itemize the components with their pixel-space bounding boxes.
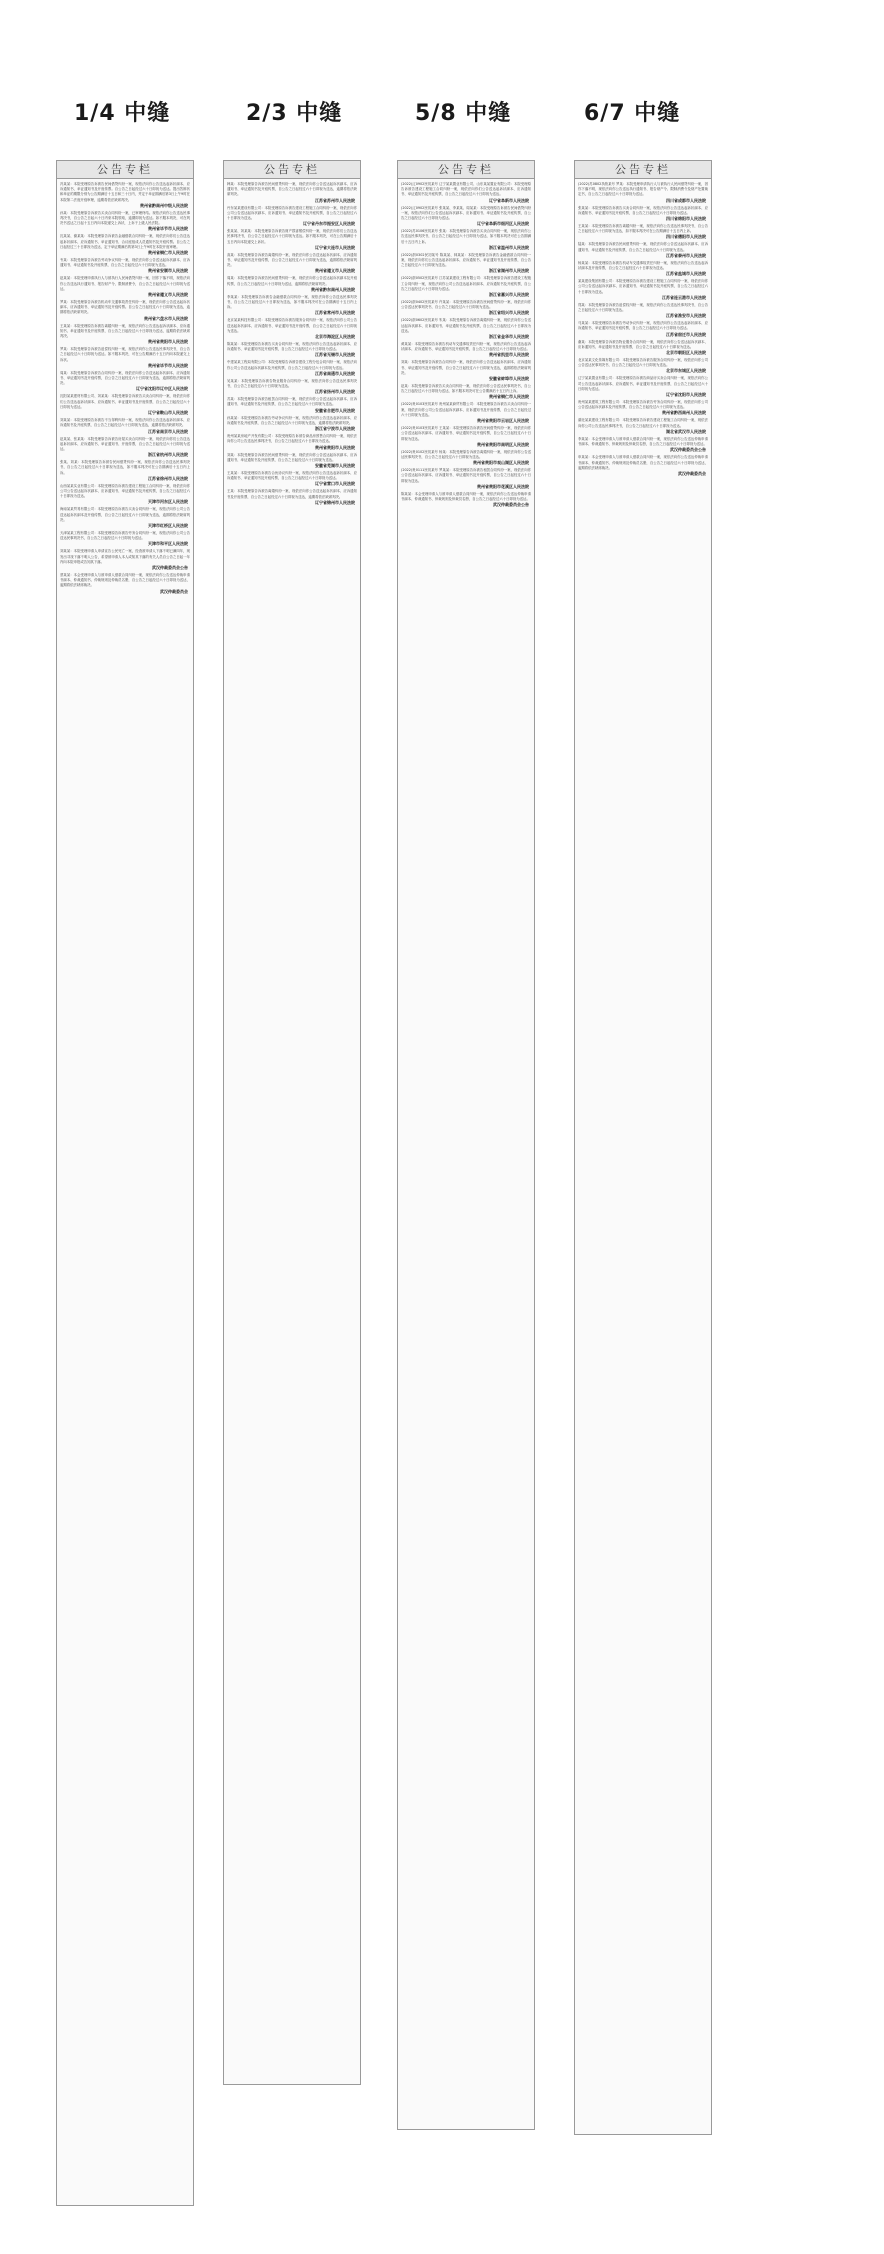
notice-text: (2022)浙0302民初某号 陈某某、林某某：本院受理原告诉被告金融借款合同纠纷一案，现依法向你们公告送达起诉状副本、应诉通知书、举证通知书及开庭传票，自公告之日起经过六十日即视为送达。 <box>401 252 531 268</box>
notice-text: 贵州某某建筑工程有限公司：本院受理原告诉被告劳务合同纠纷一案，现依法向你公司公告送达起诉状副本及开庭传票，自公告之日起经过六十日即视为送达。 <box>578 400 708 410</box>
notice-entry <box>60 394 190 416</box>
notice-court: 贵州省铜仁市人民法院 <box>148 250 188 256</box>
notice-text: 高某：本院受理原告诉被告离婚纠纷一案，现依法向你公告送达起诉状副本、应诉通知书、举证通知书及开庭传票，自公告之日起经过六十日即视为送达，逾期将依法缺席判决。 <box>227 252 357 268</box>
notice-text: 张某、刘某：本院受理原告诉被告民间借贷纠纷一案，现依法向你公告送达民事判决书，自公告之日起经过六十日即视为送达，如不服本判决可在公告期满后十五日内上诉。 <box>60 460 190 475</box>
notice-entry <box>578 340 708 356</box>
notice-court: 浙江省宁波市人民法院 <box>315 426 355 432</box>
notice-court: 浙江省温州市人民法院 <box>489 244 529 250</box>
notice-entry <box>401 450 531 466</box>
notice-court: 北京市海淀区人民法院 <box>315 334 355 340</box>
notice-court: 江苏省盐城市人民法院 <box>666 271 706 277</box>
notice-court: 武汉仲裁委员会 <box>678 470 706 476</box>
notice-entry <box>401 402 531 424</box>
notice-court: 浙江省嘉兴市人民法院 <box>489 292 529 298</box>
notice-court: 贵州省毕节市人民法院 <box>148 226 188 232</box>
notice-text: 某某建设集团有限公司：本院受理原告诉被告建设工程施工合同纠纷一案，现依法向你公司公告送达起诉状副本、应诉通知书、举证通知书及开庭传票，自公告之日起经过六十日即视为送达。 <box>578 279 708 294</box>
notice-court: 辽宁省阜新市人民法院 <box>489 197 529 203</box>
notice-text: (2022)贵0103民初某号 王某某：本院受理原告诉被告民间借贷纠纷一案，现依法向你公告送达起诉状副本、应诉通知书、举证通知书及开庭传票，自公告之日起经过六十日即视为送达。 <box>401 426 531 441</box>
notice-entry <box>60 549 190 571</box>
notice-entry <box>60 258 190 274</box>
notice-court: 贵州省遵义市人民法院 <box>315 268 355 274</box>
notice-text: (2022)苏0106民初某号 张某：本院受理原告诉被告买卖合同纠纷一案，现依法向你公告送达民事判决书，自公告之日起经过六十日即视为送达，如不服本判决可在公告期满后十五日内上诉。 <box>401 229 531 244</box>
notice-entry <box>60 347 190 369</box>
notice-text: 沈阳某某建材有限公司、刘某某：本院受理原告诉被告买卖合同纠纷一案，现依法向你们公告送达起诉状副本、应诉通知书、举证通知书及开庭传票，自公告之日起经过六十日即视为送达。 <box>60 394 190 409</box>
notice-entry <box>60 234 190 256</box>
notice-court: 辽宁省丹东市振安区人民法院 <box>303 221 355 227</box>
notice-column-3 <box>397 160 535 2130</box>
notice-entry <box>401 492 531 508</box>
notice-text: 马某某：本院受理原告诉被告劳动争议纠纷一案，现依法向你公告送达起诉状副本、应诉通知书、举证通知书及开庭传票，自公告之日起经过六十日即视为送达。 <box>578 321 708 331</box>
notice-text: 丹东某某建设有限公司：本院受理原告诉被告建设工程施工合同纠纷一案，现依法向你公司公告送达起诉状副本、应诉通知书、举证通知书及开庭传票，自公告之日起经过六十日即视为送达。 <box>227 205 357 221</box>
notice-court: 武汉仲裁委员会公告 <box>152 564 188 570</box>
notice-text: 赵某某：本院受理申请执行人与被执行人民间借贷纠纷一案，因你下落不明，现依法向你公告送达执行通知书、报告财产令、限制消费令，自公告之日起经过六十日即视为送达。 <box>60 276 190 291</box>
notice-text: 陈某某：本会受理申请人与被申请人借款合同纠纷一案，现依法向你公告送达仲裁申请书副本、仲裁通知书、仲裁规则及仲裁员名册，自公告之日起经过六十日即视为送达。 <box>401 491 531 501</box>
notice-column-header: 公告专栏 <box>57 161 193 179</box>
notice-court: 江苏省扬州市人民法院 <box>315 389 355 395</box>
notice-entry <box>227 229 357 251</box>
notice-text: 张某某：本院受理原告诉被告买卖合同纠纷一案，现依法向你公告送达起诉状副本、应诉通知书、举证通知书及开庭传票，自公告之日起经过六十日即视为送达。 <box>578 205 708 215</box>
notice-court: 江苏省淮安市人民法院 <box>666 313 706 319</box>
notice-column-2 <box>223 160 361 2085</box>
notice-court: 辽宁省锦州市人民法院 <box>315 499 355 505</box>
notice-court: 贵州省贵阳市南明区人民法院 <box>477 441 529 447</box>
notice-text: (2022)贵0103民初某号 贵州某某商贸有限公司：本院受理原告诉被告买卖合同纠纷一案，现依法向你公司公告送达起诉状副本、应诉通知书及开庭传票，自公告之日起经过六十日即视为送达。 <box>401 402 531 417</box>
notice-text: 王某某：本院受理原告诉被告离婚纠纷一案，现依法向你公告送达民事判决书，自公告之日起经过六十日即视为送达，如不服本判决可在公告期满后十五日内上诉。 <box>578 224 708 234</box>
notice-text: 韦某：本院受理原告诉被告劳动争议纠纷一案，现依法向你公告送达起诉状副本、应诉通知书、举证通知书及开庭传票，自公告之日起经过六十日即视为送达。 <box>60 258 190 268</box>
notice-entry <box>401 300 531 316</box>
notice-text: (2022)浙0602民初某号 朱某：本院受理原告诉被告离婚纠纷一案，现依法向你公告送达起诉状副本、应诉通知书、举证通知书及开庭传票，自公告之日起经过六十日即视为送达。 <box>401 318 531 333</box>
notice-entry <box>578 261 708 277</box>
notice-court: 辽宁省沈阳市辽中区人民法院 <box>136 386 188 392</box>
notice-entry <box>60 300 190 322</box>
notice-text: 陈某某：本院受理原告诉被告买卖合同纠纷一案，现依法向你公告送达起诉状副本、应诉通知书、举证通知书及开庭传票，自公告之日起经过六十日即视为送达。 <box>227 342 357 352</box>
notice-text: 王某：本院受理原告诉被告离婚纠纷一案，现依法向你公告送达起诉状副本、应诉通知书及开庭传票，自公告之日起经过六十日即视为送达，逾期将依法缺席判决。 <box>227 489 357 499</box>
notice-text: 孙某某：本院受理原告诉被告劳动争议纠纷一案，现依法向你公告送达起诉状副本、应诉通知书及开庭传票，自公告之日起经过六十日即视为送达，逾期将依法缺席判决。 <box>227 415 357 425</box>
notice-court: 天津市红桥区人民法院 <box>148 522 188 528</box>
notice-text: 山西某某实业有限公司：本院受理原告诉被告建设工程施工合同纠纷一案，现依法向你公司公告送达起诉状副本、应诉通知书、举证通知书及开庭传票，自公告之日起经过六十日即视为送达。 <box>60 483 190 499</box>
notice-text: 刘某某：本院受理原告诉被告不当得利纠纷一案，现依法向你公告送达起诉状副本、应诉通知书及开庭传票，自公告之日起经过六十日即视为送达，逾期将依法缺席判决。 <box>60 418 190 428</box>
notice-entry <box>60 437 190 459</box>
notice-text: 刘某：本院受理原告诉被告民间借贷纠纷一案，现依法向你公告送达起诉状副本、应诉通知书、举证通知书及开庭传票，自公告之日起经过六十日即视为送达。 <box>227 452 357 462</box>
notice-court: 天津市和平区人民法院 <box>148 541 188 547</box>
notice-court: 安徽省蚌埠市人民法院 <box>489 376 529 382</box>
notice-text: 韩某：本院受理原告诉被告民间借贷纠纷一案，现依法向你公告送达起诉状副本、应诉通知书、举证通知书及开庭传票，自公告之日起经过六十日即视为送达，逾期将依法缺席判决。 <box>227 182 357 197</box>
notice-entry <box>60 276 190 298</box>
notice-column-body <box>398 179 534 508</box>
notice-entry <box>60 460 190 482</box>
column-title-2-3: 2/3 中缝 <box>246 101 343 126</box>
notice-court: 贵州省贵阳市花溪区人民法院 <box>477 483 529 489</box>
notice-court: 贵州省黔东南州人民法院 <box>311 286 355 292</box>
notice-entry <box>578 400 708 416</box>
notice-entry <box>227 253 357 275</box>
notice-entry <box>401 342 531 358</box>
notice-entry <box>401 468 531 490</box>
notice-court: 贵州省贵阳市云岩区人民法院 <box>477 418 529 424</box>
notice-text: 王某某：本院受理原告诉被告离婚纠纷一案，现依法向你公告送达起诉状副本、应诉通知书、举证通知书及开庭传票，自公告之日起经过六十日即视为送达，逾期将依法缺席判决。 <box>60 323 190 339</box>
notice-court: 贵州省安顺市人民法院 <box>148 268 188 274</box>
notice-column-1 <box>56 160 194 2206</box>
notice-entry <box>578 242 708 258</box>
notice-court: 江苏省无锡市人民法院 <box>315 352 355 358</box>
notice-text: 海南某某贸易有限公司：本院受理原告诉被告买卖合同纠纷一案，现依法向你公司公告送达起诉状副本及开庭传票，自公告之日起经过六十日即视为送达，逾期将依法缺席判决。 <box>60 507 190 522</box>
notice-entry <box>578 182 708 204</box>
notice-court: 湖北省武汉市人民法院 <box>666 428 706 434</box>
notice-court: 辽宁省营口市人民法院 <box>315 481 355 487</box>
notice-text: (2022)贵0102民初某号 杨某：本院受理原告诉被告离婚纠纷一案，现依法向你公告送达民事判决书，自公告之日起经过六十日即视为送达。 <box>401 449 531 459</box>
notice-text: (2022)贵0111民初某号 罗某某：本院受理原告诉被告租赁合同纠纷一案，现依法向你公告送达起诉状副本、应诉通知书、举证通知书及开庭传票，自公告之日起经过六十日即视为送达。 <box>401 468 531 483</box>
notice-court: 辽宁省大连市人民法院 <box>315 244 355 250</box>
notice-court: 四川省成都市人民法院 <box>666 197 706 203</box>
notice-court: 贵州省遵义市人民法院 <box>148 292 188 298</box>
notice-entry <box>578 376 708 398</box>
notice-text: 沈某某、谢某某：本院受理原告诉被告金融借款合同纠纷一案，现依法向你们公告送达起诉状副本、应诉通知书、举证通知书、合议庭组成人员通知书及开庭传票。自公告之日起经过三十日即视为送达，定于举证期满后的第3日上午9时在本院开庭审理。 <box>60 234 190 249</box>
notice-court: 贵州省凯里市人民法院 <box>489 352 529 358</box>
notice-text: 赵某某、张某某：本院受理原告诉被告房屋买卖合同纠纷一案，现依法向你们公告送达起诉状副本、应诉通知书、举证通知书、开庭传票，自公告之日起经过六十日即视为送达。 <box>60 436 190 451</box>
notice-entry <box>578 206 708 222</box>
notice-entry <box>401 206 531 228</box>
notice-court: 江苏省徐州市人民法院 <box>148 475 188 481</box>
notice-entry <box>578 321 708 337</box>
notice-entry <box>401 318 531 340</box>
notice-text: 北京某某科技有限公司：本院受理原告诉被告服务合同纠纷一案，现依法向你公司公告送达起诉状副本、应诉通知书、举证通知书及开庭传票，自公告之日起经过六十日即视为送达。 <box>227 318 357 333</box>
notice-text: 冯某某：本院受理原告诉被告民间借贷纠纷一案，现依法向你公告送达起诉状副本、应诉通知书、举证通知书及开庭传票。自公告之日起经过六十日即视为送达。提出答辩状和举证的期限分别为公告期满后十五日和三十日内，并定于举证期满后第3日上午9时在本院第二法庭开庭审理，逾期将依法缺席判决。 <box>60 182 190 202</box>
notice-court: 武汉仲裁委员会公告 <box>493 502 529 508</box>
notice-text: 孙某：本院受理原告诉被告买卖合同纠纷一案，已审理终结。现依法向你公告送达民事判决书，自公告之日起六十日内来本院领取，逾期即视为送达。如不服本判决，可在判决书送达之日起十五日内向本院递交上诉状，上诉于上级人民法院。 <box>60 210 190 226</box>
notice-text: 李某某：本院受理原告诉被告金融借款合同纠纷一案，现依法向你公告送达民事判决书，自公告之日起经过六十日即视为送达，如不服本判决可在公告期满后十五日内上诉。 <box>227 294 357 310</box>
notice-entry <box>227 342 357 358</box>
notice-entry <box>60 531 190 547</box>
notice-entry <box>578 437 708 453</box>
notice-entry <box>401 360 531 382</box>
notice-text: 北京某某文化传媒有限公司：本院受理原告诉被告服务合同纠纷一案，现依法向你公司公告送达民事判决书，自公告之日起经过六十日即视为送达。 <box>578 358 708 368</box>
notice-text: 杨某某：本院受理原告诉被告机动车交通事故责任纠纷一案，现依法向你公告送达起诉状副本及开庭传票，自公告之日起经过六十日即视为送达。 <box>578 260 708 271</box>
notice-entry <box>227 489 357 505</box>
notice-entry <box>227 397 357 413</box>
notice-court: 辽宁省沈阳市人民法院 <box>666 392 706 398</box>
notice-entry <box>578 303 708 319</box>
notice-entry <box>578 358 708 374</box>
notice-entry <box>401 253 531 275</box>
notice-text: 刘某某：本院受理申请人申请宣告公民死亡一案，经查被申请人下落不明已满四年，现发出寻找下落不明人公告，希望被申请人本人或知其下落的有关人员自公告之日起一年内向本院申报或告知其下落。 <box>60 549 190 564</box>
notice-column-body <box>224 179 360 506</box>
notice-court: 浙江省绍兴市人民法院 <box>489 310 529 316</box>
notice-text: 天津某某工程有限公司：本院受理原告诉被告劳务合同纠纷一案，现依法向你公司公告送达民事判决书，自公告之日起经过六十日即视为送达。 <box>60 530 190 541</box>
notice-court: 武汉仲裁委员会 <box>160 588 188 594</box>
notice-text: (2022)辽0902民初某号 张某某、李某某、周某某：本院受理原告诉被告民间借贷纠纷一案，现依法向你们公告送达起诉状副本、应诉通知书、举证通知书及开庭传票，自公告之日起经过六十日即视为送达。 <box>401 205 531 221</box>
notice-court: 江苏省常州市人民法院 <box>315 310 355 316</box>
notice-court: 浙江省湖州市人民法院 <box>489 268 529 274</box>
notice-court: 浙江省杭州市人民法院 <box>148 452 188 458</box>
notice-entry <box>578 418 708 434</box>
notice-entry <box>401 384 531 400</box>
notice-entry <box>227 318 357 340</box>
notice-entry <box>578 279 708 301</box>
notice-text: 中建某某工程局有限公司：本院受理原告诉被告建设工程分包合同纠纷一案，现依法向你公司公告送达起诉状副本及开庭传票，自公告之日起经过六十日即视为送达。 <box>227 360 357 370</box>
notice-court: 江苏省南通市人民法院 <box>315 370 355 376</box>
notice-text: (2022)苏0802执恢某号 罗某：本院受理申请执行人与被执行人民间借贷纠纷一案，因你下落不明，现依法向你公告送达执行通知书、报告财产令、限制消费令及财产处置裁定书，自公告之日起经过六十日即视为送达。 <box>578 182 708 197</box>
notice-court: 江苏省苏州市人民法院 <box>315 197 355 203</box>
notice-text: 王某某：本院受理原告诉被告合伙协议纠纷一案，现依法向你公告送达起诉状副本、应诉通知书、举证通知书及开庭传票，自公告之日起经过六十日即视为送达。 <box>227 470 357 481</box>
notice-text: 蔡某某：本会受理申请人与被申请人借款合同纠纷一案，现依法向你公告送达仲裁申请书副本、仲裁通知书、仲裁规则及仲裁员名册，自公告之日起经过六十日即视为送达，逾期将依法缺席裁决。 <box>60 572 190 588</box>
notice-column-header: 公告专栏 <box>575 161 711 179</box>
notice-entry <box>227 360 357 376</box>
notice-entry <box>227 379 357 395</box>
notice-entry <box>578 224 708 240</box>
notice-court: 四川省德阳市人民法院 <box>666 234 706 240</box>
notice-text: 谢某：本院受理原告诉被告物业服务合同纠纷一案，现依法向你公告送达起诉状副本、应诉通知书、举证通知书及开庭传票，自公告之日起经过六十日即视为送达。 <box>578 339 708 349</box>
notice-text: 申某某：本会受理申请人与被申请人借款合同纠纷一案，现依法向你公告送达仲裁申请书副本、仲裁通知书、仲裁规则及仲裁员名册，自公告之日起经过六十日即视为送达，逾期将依法缺席裁决。 <box>578 455 708 470</box>
notice-entry <box>401 182 531 204</box>
notice-entry <box>401 276 531 298</box>
notice-entry <box>60 484 190 506</box>
notice-court: 北京市东城区人民法院 <box>666 368 706 374</box>
notice-entry <box>401 229 531 251</box>
notice-entry <box>60 507 190 529</box>
notice-court: 贵州省毕节市人民法院 <box>148 362 188 368</box>
notice-court: 贵州省黔西南州人民法院 <box>662 410 706 416</box>
notice-text: 陆某：本院受理原告诉被告民间借贷纠纷一案，现依法向你公告送达起诉状副本、应诉通知书、举证通知书及开庭传票，自公告之日起经过六十日即视为送达。 <box>578 242 708 252</box>
notice-entry <box>60 418 190 434</box>
notice-court: 贵州省六盘水市人民法院 <box>144 315 188 321</box>
notice-entry <box>227 416 357 432</box>
notice-column-body <box>575 179 711 477</box>
notice-court: 武汉仲裁委员会公告 <box>670 447 706 453</box>
notice-court: 安徽省合肥市人民法院 <box>315 407 355 413</box>
notice-court: 安徽省芜湖市人民法院 <box>315 462 355 468</box>
column-title-1-4: 1/4 中缝 <box>74 101 171 126</box>
notice-text: 李某某：本会受理申请人与被申请人借款合同纠纷一案，现依法向你公告送达仲裁申请书副本、仲裁通知书、仲裁规则及仲裁员名册，自公告之日起经过六十日即视为送达。 <box>578 436 708 447</box>
notice-court: 辽宁省鞍山市人民法院 <box>148 410 188 416</box>
notice-text: 张某某、刘某某：本院受理原告诉被告财产损害赔偿纠纷一案，现依法向你们公告送达民事判决书，自公告之日起经过六十日即视为送达。如不服本判决，可在公告期满后十五日内向本院递交上诉状。 <box>227 229 357 244</box>
notice-entry <box>60 371 190 393</box>
notice-column-body <box>57 179 193 595</box>
notice-court: 天津市河东区人民法院 <box>148 499 188 505</box>
notice-entry <box>60 182 190 209</box>
notice-court: 贵州省铜仁市人民法院 <box>489 394 529 400</box>
notice-text: 黄某某：本院受理原告诉被告机动车交通事故责任纠纷一案，现依法向你公告送达起诉状副本、应诉通知书、举证通知书及开庭传票，自公告之日起经过六十日即视为送达。 <box>401 342 531 352</box>
notice-text: 郑某：本院受理原告诉被告追偿权纠纷一案，现依法向你公告送达民事判决书，自公告之日起经过六十日即视为送达。 <box>578 302 708 313</box>
notice-text: (2022)浙0502民初某号 江苏某某建设工程有限公司：本院受理原告诉被告建设工程施工合同纠纷一案，现依法向你公司公告送达起诉状副本、应诉通知书及开庭传票，自公告之日起经过六十日即视为送达。 <box>401 276 531 291</box>
notice-entry <box>227 276 357 292</box>
notice-text: 贵州某某房地产开发有限公司：本院受理原告诉被告商品房预售合同纠纷一案，现依法向你公司公告送达民事判决书，自公告之日起经过六十日即视为送达。 <box>227 434 357 444</box>
notice-entry <box>578 455 708 477</box>
notice-entry <box>401 426 531 448</box>
notice-text: 周某：本院受理原告诉被告民间借贷纠纷一案，现依法向你公告送达起诉状副本及开庭传票，自公告之日起经过六十日即视为送达，逾期将依法缺席判决。 <box>227 276 357 286</box>
notice-column-header: 公告专栏 <box>398 161 534 179</box>
notice-column-header: 公告专栏 <box>224 161 360 179</box>
notice-text: (2022)浙0402民初某号 许某某：本院受理原告诉被告民间借贷纠纷一案，现依法向你公告送达民事判决书，自公告之日起经过六十日即视为送达。 <box>401 300 531 310</box>
notice-entry <box>227 206 357 228</box>
notice-text: 周某：本院受理原告诉被告合同纠纷一案，现依法向你公告送达起诉状副本、应诉通知书、举证通知书及开庭传票，自公告之日起经过六十日即视为送达，逾期将依法缺席判决。 <box>60 370 190 386</box>
notice-court: 四川省绵阳市人民法院 <box>666 216 706 222</box>
notice-entry <box>60 211 190 233</box>
notice-text: 罗某：本院受理原告诉被告机动车交通事故责任纠纷一案，现依法向你公告送达起诉状副本、应诉通知书、举证通知书及开庭传票。自公告之日起经过六十日即视为送达，逾期将依法缺席判决。 <box>60 300 190 315</box>
notice-text: 辽宁某某置业有限公司：本院受理原告诉被告商品房买卖合同纠纷一案，现依法向你公司公告送达起诉状副本、应诉通知书、举证通知书及开庭传票，自公告之日起经过六十日即视为送达。 <box>578 376 708 391</box>
notice-column-4 <box>574 160 712 2135</box>
notice-court: 辽宁省阜新市细河区人民法院 <box>477 221 529 227</box>
notice-entry <box>227 182 357 204</box>
notice-entry <box>227 434 357 450</box>
notice-text: 刘某：本院受理原告诉被告合同纠纷一案，现依法向你公告送达起诉状副本、应诉通知书、举证通知书及开庭传票，自公告之日起经过六十日即视为送达，逾期将依法缺席判决。 <box>401 360 531 375</box>
notice-entry <box>60 573 190 595</box>
notice-entry <box>60 324 190 346</box>
notice-text: 罗某：本院受理原告诉被告追偿权纠纷一案，现依法向你公告送达民事判决书，自公告之日起经过六十日即视为送达。如不服本判决，可在公告期满后十五日内向本院递交上诉状。 <box>60 347 190 362</box>
notice-court: 贵州省贵阳市人民法院 <box>148 339 188 345</box>
notice-court: 江苏省连云港市人民法院 <box>662 294 706 300</box>
notice-court: 贵州省贵阳市人民法院 <box>315 444 355 450</box>
notice-court: 贵州省黔南州中级人民法院 <box>140 202 188 208</box>
notice-court: 江苏省宿迁市人民法院 <box>666 331 706 337</box>
notice-entry <box>227 453 357 469</box>
notice-court: 北京市朝阳区人民法院 <box>666 350 706 356</box>
notice-text: 赵某：本院受理原告诉被告买卖合同纠纷一案，现依法向你公告送达民事判决书，自公告之日起经过六十日即视为送达，如不服本判决可在公告期满后十五日内上诉。 <box>401 384 531 394</box>
notice-text: 吴某某：本院受理原告诉被告物业服务合同纠纷一案，现依法向你公告送达民事判决书，自公告之日起经过六十日即视为送达。 <box>227 378 357 389</box>
notice-text: 苏某：本院受理原告诉被告租赁合同纠纷一案，现依法向你公告送达起诉状副本、应诉通知书、举证通知书及开庭传票，自公告之日起经过六十日即视为送达。 <box>227 397 357 407</box>
notice-entry <box>227 471 357 487</box>
notice-court: 江苏省泰州市人民法院 <box>666 252 706 258</box>
column-title-6-7: 6/7 中缝 <box>584 101 681 126</box>
notice-court: 浙江省金华市人民法院 <box>489 334 529 340</box>
notice-text: 湖北某某建设工程有限公司：本院受理原告诉被告建设工程施工合同纠纷一案，现依法向你公司公告送达民事判决书，自公告之日起经过六十日即视为送达。 <box>578 418 708 428</box>
notice-text: (2022)辽0902民初某号 辽宁某某置业有限公司、山东某某置业有限公司：本院受理原告诉被告建设工程施工合同纠纷一案，现依法向你们公告送达起诉状副本、应诉通知书、举证通知书及开庭传票，自公告之日起经过六十日即视为送达。 <box>401 182 531 197</box>
column-title-5-8: 5/8 中缝 <box>415 101 512 126</box>
notice-court: 贵州省贵阳市观山湖区人民法院 <box>473 460 529 466</box>
notice-entry <box>227 295 357 317</box>
notice-court: 江苏省南京市人民法院 <box>148 428 188 434</box>
